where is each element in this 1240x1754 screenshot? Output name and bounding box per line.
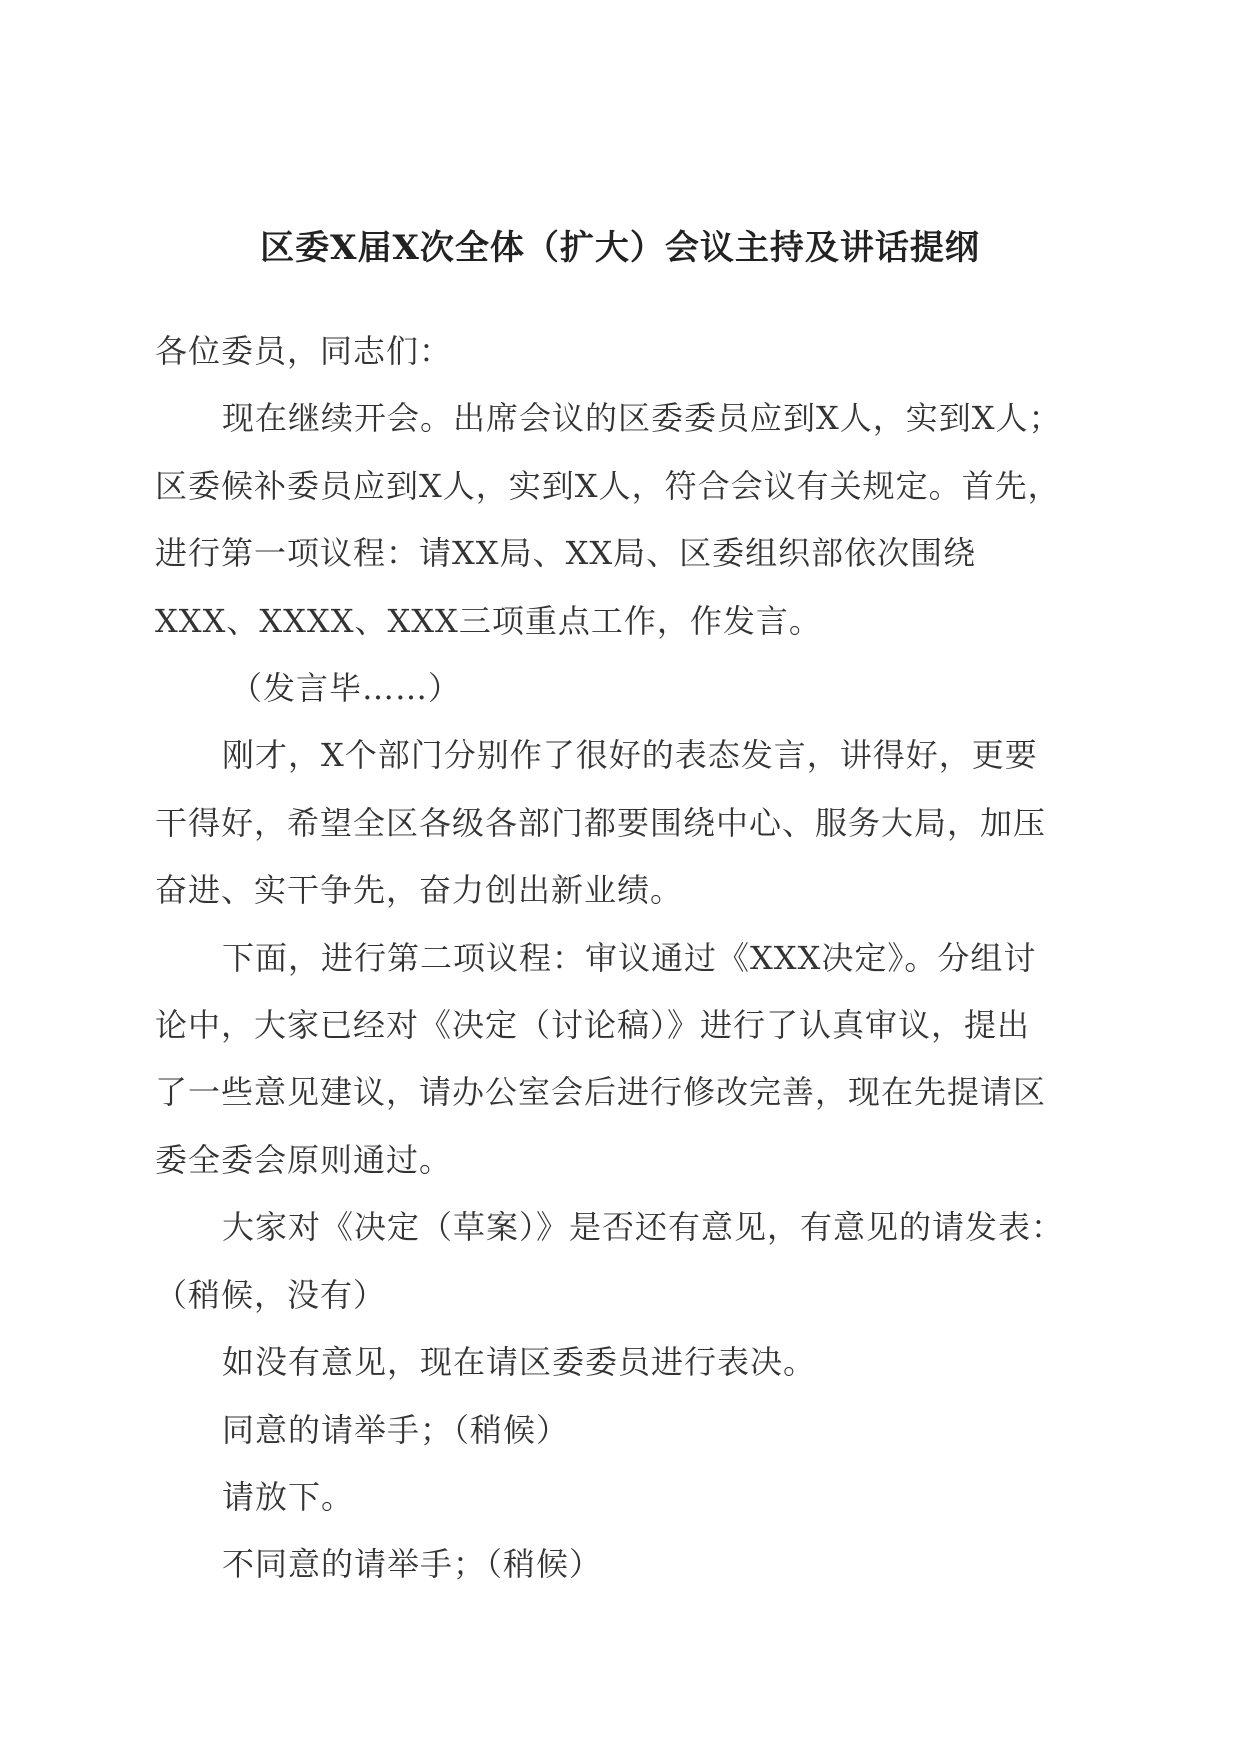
- document-title: 区委X届X次全体（扩大）会议主持及讲话提纲: [260, 228, 980, 268]
- text-line: 大家对《决定（草案）》是否还有意见，有意见的请发表：: [222, 1208, 1065, 1247]
- text-line: 奋进、实干争先，奋力创出新业绩。: [155, 871, 684, 910]
- text-line: 不同意的请举手；（稍候）: [222, 1545, 603, 1584]
- document-body: [155, 318, 1085, 1599]
- text-line: 进行第一项议程：请XX局、XX局、区委组织部依次围绕: [155, 534, 977, 573]
- text-line: 下面，进行第二项议程：审议通过《XXX决定》。分组讨: [222, 938, 1037, 977]
- text-line: 论中，大家已经对《决定（讨论稿）》进行了认真审议，提出: [155, 1006, 1031, 1045]
- text-line: 请放下。: [222, 1477, 355, 1516]
- text-line: 如没有意见，现在请区委委员进行表决。: [222, 1343, 817, 1382]
- text-line: 了一些意见建议，请办公室会后进行修改完善，现在先提请区: [155, 1073, 1047, 1112]
- text-line: 刚才，X个部门分别作了很好的表态发言，讲得好，更要: [222, 736, 1038, 775]
- text-line: 各位委员，同志们：: [155, 332, 453, 370]
- text-line: 现在继续开会。出席会议的区委委员应到X人，实到X人；: [222, 399, 1062, 438]
- text-line: 委全委会原则通过。: [155, 1140, 453, 1179]
- text-line: 干得好，希望全区各级各部门都要围绕中心、服务大局，加压: [155, 803, 1047, 842]
- text-line: 同意的请举手；（稍候）: [222, 1410, 570, 1449]
- text-line: （稍候，没有）: [155, 1275, 387, 1314]
- text-line: 区委候补委员应到X人，实到X人，符合会议有关规定。首先，: [155, 466, 1061, 505]
- text-line: XXX、XXXX、XXX三项重点工作，作发言。: [155, 601, 822, 640]
- text-line: （发言毕……）: [230, 669, 462, 708]
